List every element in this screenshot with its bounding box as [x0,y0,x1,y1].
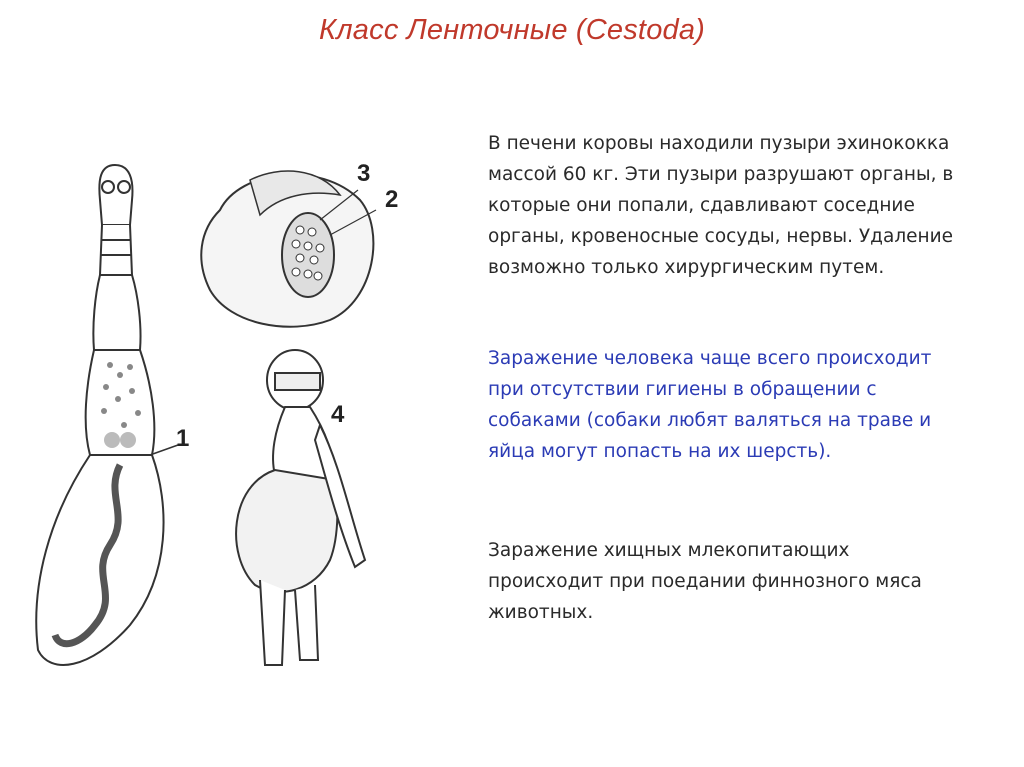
patient-illustration [220,345,380,670]
tapeworm-illustration [20,155,210,685]
paragraph-human-infection: Заражение человека чаще всего происходит при отсутствии гигиены в обращении с собаками (собаки любят валяться на траве и яйца могут попасть на их шерсть). [488,348,932,462]
figure-label-2: 2 [385,186,399,213]
figure-label-3: 3 [357,160,371,187]
paragraph-predator-infection: Заражение хищных млекопитающих происходит при поедании финнозного мяса животных. [488,540,922,623]
figure-label-1: 1 [176,425,190,452]
slide-title: Класс Ленточные (Cestoda) [318,14,706,46]
paragraph-echinococcus-liver: В печени коровы находили пузыри эхинококка массой 60 кг. Эти пузыри разрушают органы, в которые они попали, сдавливают соседние органы, кровеносные сосуды, нервы. Удаление возможно только хирургическим путем. [488,133,954,278]
figure-label-4: 4 [331,401,345,428]
